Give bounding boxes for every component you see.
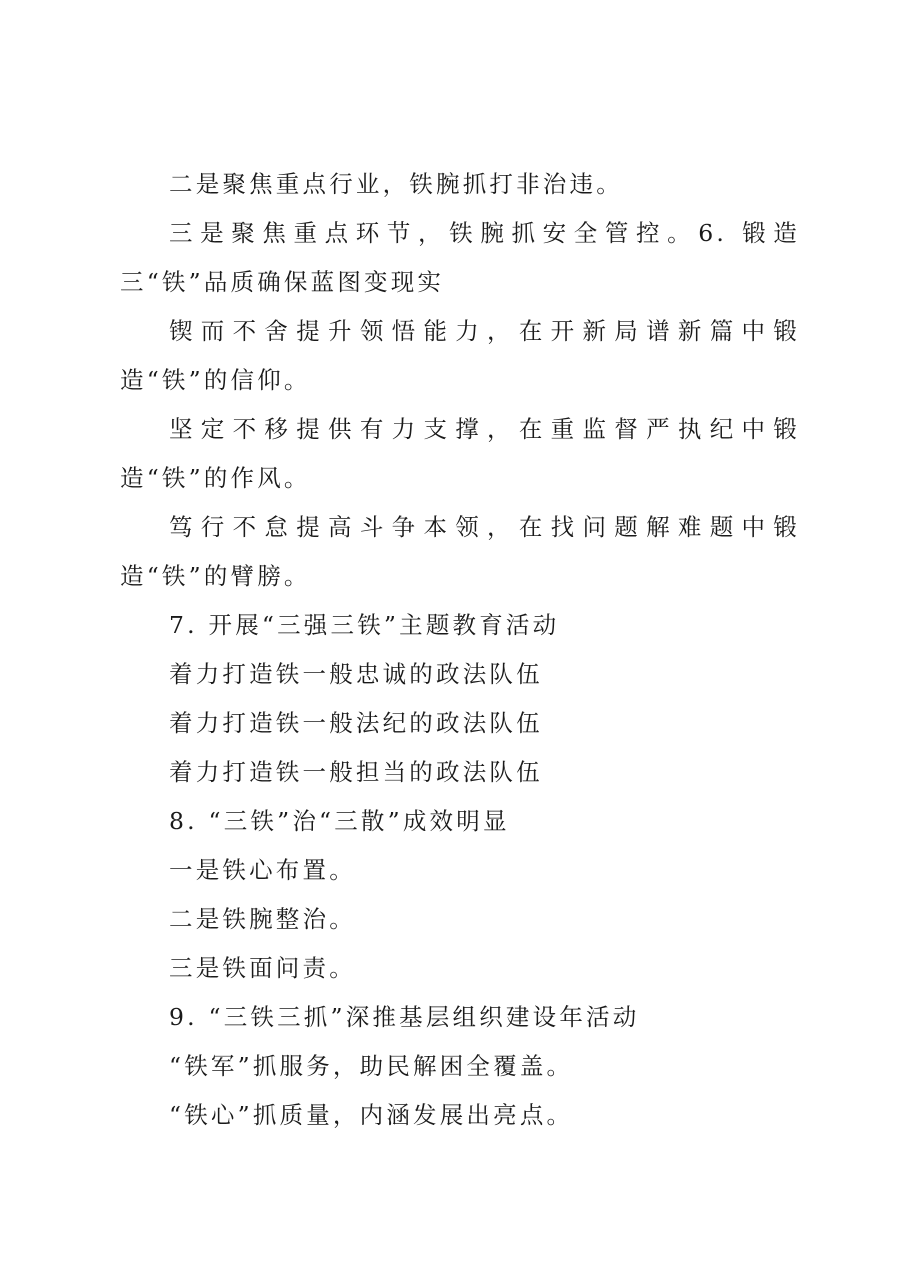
paragraph: 锲而不舍提升领悟能力，在开新局谱新篇中锻造“铁”的信仰。	[120, 317, 800, 394]
paragraph: 三是铁面问责。	[169, 954, 356, 982]
paragraph: 坚定不移提供有力支撑，在重监督严执纪中锻造“铁”的作风。	[120, 415, 800, 492]
paragraph: “铁心”抓质量，内涵发展出亮点。	[169, 1101, 574, 1129]
paragraph: 三是聚焦重点环节，铁腕抓安全管控。6. 锻造三“铁”品质确保蓝图变现实	[120, 219, 800, 296]
paragraph: 笃行不怠提高斗争本领，在找问题解难题中锻造“铁”的臂膀。	[120, 513, 800, 590]
section-heading-8: 8. “三铁”治“三散”成效明显	[169, 807, 510, 835]
paragraph: “铁军”抓服务，助民解困全覆盖。	[169, 1052, 574, 1080]
document-body	[120, 160, 800, 1140]
paragraph: 着力打造铁一般担当的政法队伍	[169, 758, 543, 786]
section-heading-9: 9. “三铁三抓”深推基层组织建设年活动	[169, 1003, 640, 1031]
paragraph: 着力打造铁一般忠诚的政法队伍	[169, 660, 543, 688]
paragraph: 二是铁腕整治。	[169, 905, 356, 933]
paragraph: 二是聚焦重点行业，铁腕抓打非治违。	[169, 170, 623, 198]
paragraph: 着力打造铁一般法纪的政法队伍	[169, 709, 543, 737]
paragraph: 一是铁心布置。	[169, 856, 356, 884]
section-heading-7: 7. 开展“三强三铁”主题教育活动	[169, 611, 560, 639]
